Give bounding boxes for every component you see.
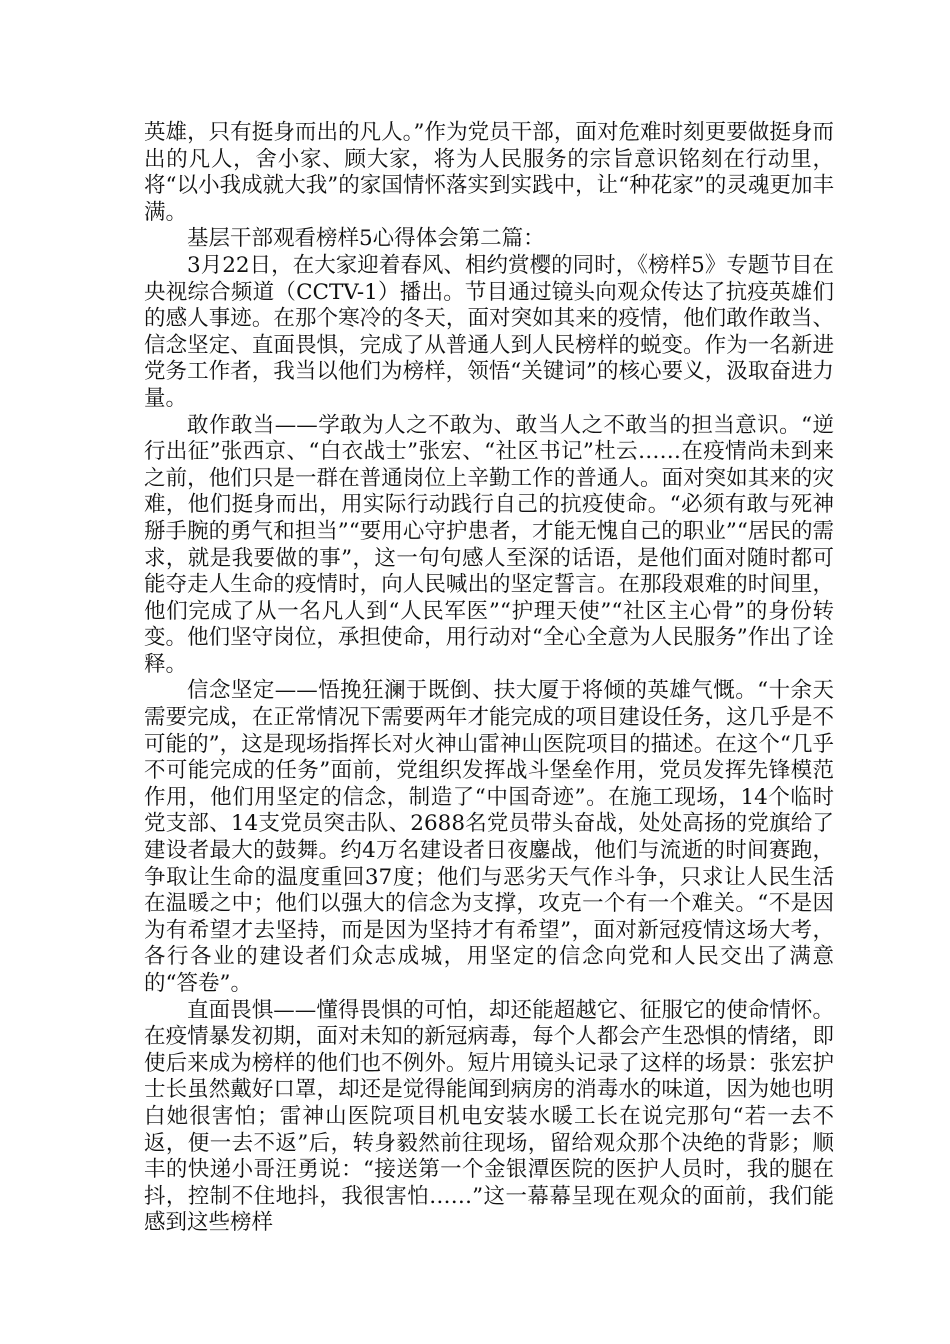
paragraph-2-section-heading: 基层干部观看榜样5心得体会第二篇： [187,226,545,252]
paragraph-3: 3月22日，在大家迎着春风、相约赏樱的同时，《榜样5》专题节目在央视综合频道（CCTV-1）播出。节目通过镜头向观众传达了抗疫英雄们的感人事迹。在那个寒冷的冬天，面对突如其来的疫情，他们敢作敢当、信念坚定、直面畏惧，完成了从普通人到人民榜样的蜕变。作为一名新进党务工作者，我当以他们为榜样，领悟“关键词”的核心要义，汲取奋进力量。 [144,252,834,411]
paragraph-6: 直面畏惧——懂得畏惧的可怕，却还能超越它、征服它的使命情怀。在疫情暴发初期，面对未知的新冠病毒，每个人都会产生恐惧的情绪，即使后来成为榜样的他们也不例外。短片用镜头记录了这样的场景：张宏护士长虽然戴好口罩，却还是觉得能闻到病房的消毒水的味道，因为她也明白她很害怕；雷神山医院项目机电安装水暖工长在说完那句“若一去不返，便一去不返”后，转身毅然前往现场，留给观众那个决绝的背影；顺丰的快递小哥汪勇说：“接送第一个金银潭医院的医护人员时，我的腿在抖，控制不住地抖，我很害怕……”这一幕幕呈现在观众的面前，我们能感到这些榜样 [144,997,834,1236]
document-page [144,120,834,1237]
paragraph-1: 英雄，只有挺身而出的凡人。”作为党员干部，面对危难时刻更要做挺身而出的凡人，舍小家、顾大家，将为人民服务的宗旨意识铭刻在行动里，将“以小我成就大我”的家国情怀落实到实践中，让“种花家”的灵魂更加丰满。 [144,120,834,225]
paragraph-5: 信念坚定——悟挽狂澜于既倒、扶大厦于将倾的英雄气慨。“十余天需要完成，在正常情况下需要两年才能完成的项目建设任务，这几乎是不可能的”，这是现场指挥长对火神山雷神山医院项目的描述。在这个“几乎不可能完成的任务”面前，党组织发挥战斗堡垒作用，党员发挥先锋模范作用，他们用坚定的信念，制造了“中国奇迹”。在施工现场，14个临时党支部、14支党员突击队、2688名党员带头奋战，处处高扬的党旗给了建设者最大的鼓舞。约4万名建设者日夜鏖战，他们与流逝的时间赛跑，争取让生命的温度重回37度；他们与恶劣天气作斗争，只求让人民生活在温暖之中；他们以强大的信念为支撑，攻克一个有一个难关。“不是因为有希望才去坚持，而是因为坚持才有希望”，面对新冠疫情这场大考，各行各业的建设者们众志成城，用坚定的信念向党和人民交出了满意的“答卷”。 [144,678,834,996]
paragraph-4: 敢作敢当——学敢为人之不敢为、敢当人之不敢当的担当意识。“逆行出征”张西京、“白衣战士”张宏、“社区书记”杜云……在疫情尚未到来之前，他们只是一群在普通岗位上辛勤工作的普通人。面对突如其来的灾难，他们挺身而出，用实际行动践行自己的抗疫使命。“必须有敢与死神掰手腕的勇气和担当”“要用心守护患者，才能无愧自己的职业”“居民的需求，就是我要做的事”，这一句句感人至深的话语，是他们面对随时都可能夺走人生命的疫情时，向人民喊出的坚定誓言。在那段艰难的时间里，他们完成了从一名凡人到“人民军医”“护理天使”“社区主心骨”的身份转变。他们坚守岗位，承担使命，用行动对“全心全意为人民服务”作出了诠释。 [144,412,834,677]
